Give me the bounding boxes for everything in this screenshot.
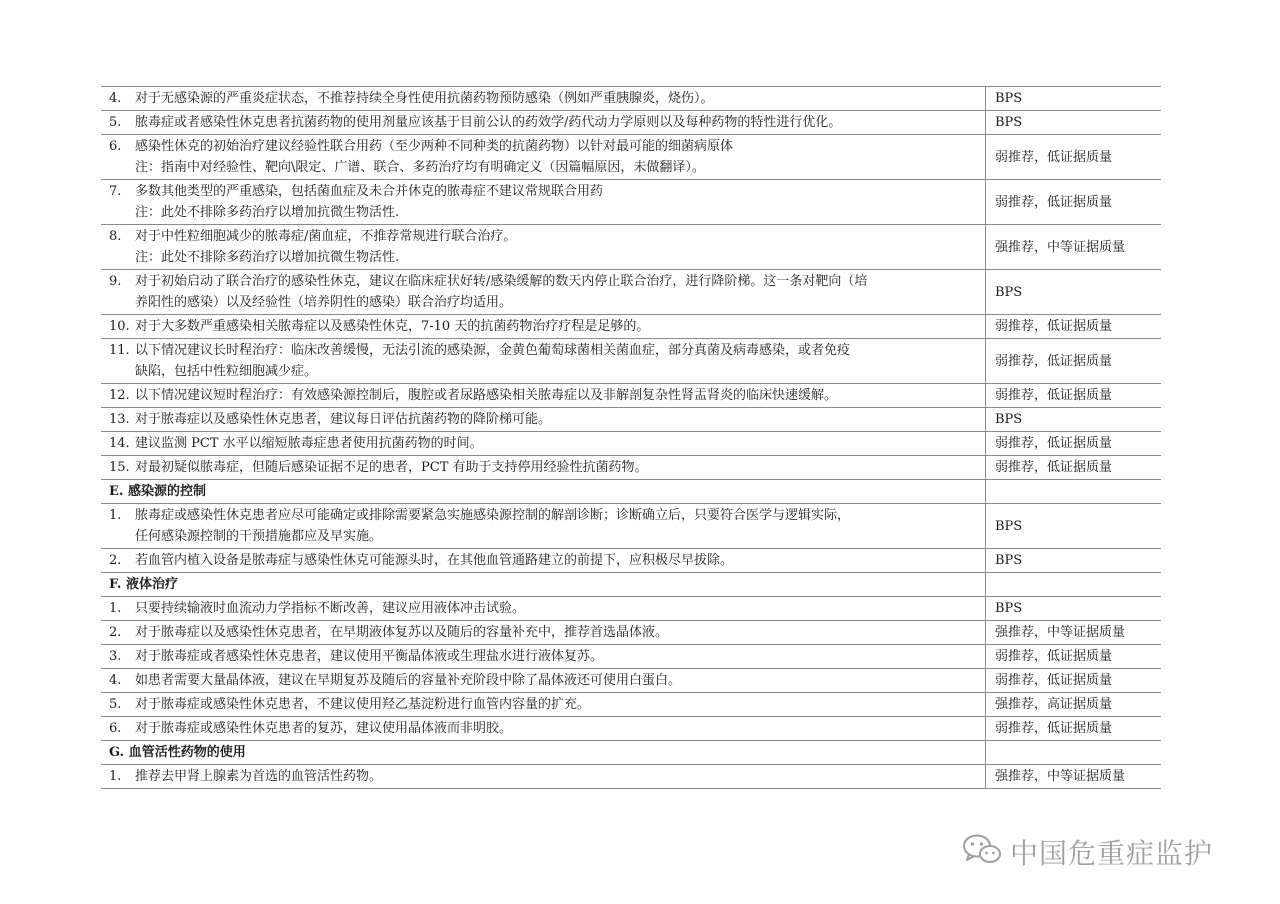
section-title-cell — [101, 480, 986, 504]
table-row — [101, 315, 1161, 339]
recommendation-text: 以下情况建议长时程治疗：临床改善缓慢，无法引流的感染源，金黄色葡萄球菌相关菌血症，部分真菌及病毒感染，或者免疫 — [135, 343, 851, 358]
recommendation-text: 对于中性粒细胞减少的脓毒症/菌血症，不推荐常规进行联合治疗。 — [135, 229, 517, 244]
grade-cell — [986, 693, 1162, 717]
recommendation-cell — [101, 504, 986, 549]
grade-cell — [986, 765, 1162, 789]
recommendation-line-continued — [109, 247, 979, 268]
recommendation-text: 缺陷，包括中性粒细胞减少症。 — [135, 364, 318, 379]
recommendation-line — [109, 505, 979, 526]
evidence-grade: BPS — [995, 518, 1023, 534]
evidence-grade: BPS — [995, 601, 1023, 616]
evidence-grade: 强推荐，中等证据质量 — [995, 239, 1126, 255]
item-number: 8. — [109, 229, 122, 244]
table-row — [101, 621, 1161, 645]
recommendation-cell — [101, 408, 986, 432]
recommendation-cell — [101, 456, 986, 480]
recommendation-cell — [101, 621, 986, 645]
recommendation-cell — [101, 87, 986, 111]
recommendation-line — [109, 271, 979, 292]
item-number: 11. — [109, 343, 130, 358]
table-row — [101, 225, 1161, 270]
recommendation-line — [109, 112, 979, 133]
recommendation-line — [109, 409, 979, 430]
recommendation-cell — [101, 270, 986, 315]
table-row — [101, 717, 1161, 741]
recommendation-line — [109, 646, 979, 667]
recommendation-cell — [101, 135, 986, 180]
grade-cell — [986, 408, 1162, 432]
table-row — [101, 549, 1161, 573]
grade-cell — [986, 270, 1162, 315]
section-title-cell — [101, 741, 986, 765]
table-row — [101, 765, 1161, 789]
recommendation-line — [109, 694, 979, 715]
recommendation-line — [109, 766, 979, 787]
evidence-grade: 弱推荐，低证据质量 — [995, 194, 1113, 210]
recommendation-text: 以下情况建议短时程治疗：有效感染源控制后，腹腔或者尿路感染相关脓毒症以及非解剖复杂性肾盂肾炎的临床快速缓解。 — [135, 388, 838, 403]
table-row — [101, 270, 1161, 315]
grade-cell — [986, 717, 1162, 741]
item-number: 2. — [109, 553, 122, 568]
recommendation-text: 建议监测 PCT 水平以缩短脓毒症患者使用抗菌药物的时间。 — [135, 436, 483, 451]
recommendation-line-continued — [109, 526, 979, 547]
grade-cell — [986, 504, 1162, 549]
recommendation-cell — [101, 645, 986, 669]
recommendation-cell — [101, 180, 986, 225]
evidence-grade: 弱推荐，低证据质量 — [995, 319, 1113, 334]
section-header-row — [101, 573, 1161, 597]
item-number: 9. — [109, 274, 122, 289]
item-number: 1. — [109, 769, 122, 784]
recommendation-line — [109, 550, 979, 571]
watermark-text: 中国危重症监护 — [1010, 837, 1214, 870]
item-number: 12. — [109, 388, 130, 403]
recommendation-line — [109, 181, 979, 202]
section-header-row — [101, 741, 1161, 765]
grade-cell — [986, 180, 1162, 225]
recommendation-text: 若血管内植入设备是脓毒症与感染性休克可能源头时，在其他血管通路建立的前提下，应积极尽早拔除。 — [135, 553, 734, 568]
recommendation-line-continued — [109, 202, 979, 223]
recommendation-text: 对于初始启动了联合治疗的感染性休克，建议在临床症状好转/感染缓解的数天内停止联合治疗，进行降阶梯。这一条对靶向（培 — [135, 274, 868, 289]
evidence-grade: 弱推荐，低证据质量 — [995, 353, 1113, 369]
grade-cell — [986, 597, 1162, 621]
recommendation-cell — [101, 111, 986, 135]
recommendation-text: 推荐去甲肾上腺素为首选的血管活性药物。 — [135, 769, 383, 784]
evidence-grade: BPS — [995, 115, 1023, 130]
grade-cell — [986, 621, 1162, 645]
item-number: 10. — [109, 319, 130, 334]
recommendation-text: 注：此处不排除多药治疗以增加抗微生物活性. — [135, 205, 400, 220]
recommendation-cell — [101, 339, 986, 384]
item-number: 6. — [109, 721, 122, 736]
item-number: 2. — [109, 625, 122, 640]
recommendation-text: 脓毒症或者感染性休克患者抗菌药物的使用剂量应该基于目前公认的药效学/药代动力学原则以及每种药物的特性进行优化。 — [135, 115, 842, 130]
recommendation-cell — [101, 597, 986, 621]
recommendation-cell — [101, 384, 986, 408]
table-row — [101, 432, 1161, 456]
recommendation-line — [109, 385, 979, 406]
recommendation-line — [109, 340, 979, 361]
section-title: E. 感染源的控制 — [109, 484, 206, 499]
recommendation-line — [109, 598, 979, 619]
table-row — [101, 408, 1161, 432]
evidence-grade: 弱推荐，低证据质量 — [995, 673, 1113, 688]
grade-cell — [986, 549, 1162, 573]
grade-cell — [986, 87, 1162, 111]
evidence-grade: BPS — [995, 284, 1023, 300]
table-row — [101, 693, 1161, 717]
table-row — [101, 504, 1161, 549]
evidence-grade: 强推荐，中等证据质量 — [995, 625, 1126, 640]
grade-cell — [986, 645, 1162, 669]
recommendation-line-continued — [109, 292, 979, 313]
table-row — [101, 180, 1161, 225]
evidence-grade: BPS — [995, 91, 1023, 106]
recommendation-line-continued — [109, 361, 979, 382]
table-row — [101, 645, 1161, 669]
item-number: 7. — [109, 184, 122, 199]
recommendation-text: 注：指南中对经验性、靶向\限定、广谱、联合、多药治疗均有明确定义（因篇幅原因，未做翻译）。 — [135, 160, 705, 175]
grade-cell — [986, 111, 1162, 135]
recommendation-text: 对于大多数严重感染相关脓毒症以及感染性休克，7-10 天的抗菌药物治疗疗程是足够的。 — [135, 319, 650, 334]
recommendation-text: 任何感染源控制的干预措施都应及早实施。 — [135, 529, 383, 544]
recommendation-cell — [101, 432, 986, 456]
evidence-grade: 弱推荐，低证据质量 — [995, 436, 1113, 451]
recommendation-line — [109, 433, 979, 454]
item-number: 13. — [109, 412, 130, 427]
grade-cell — [986, 669, 1162, 693]
table-row — [101, 669, 1161, 693]
recommendation-line — [109, 136, 979, 157]
item-number: 6. — [109, 139, 122, 154]
table-row — [101, 111, 1161, 135]
recommendation-line — [109, 316, 979, 337]
recommendation-line — [109, 670, 979, 691]
recommendation-cell — [101, 693, 986, 717]
recommendation-text: 对于无感染源的严重炎症状态，不推荐持续全身性使用抗菌药物预防感染（例如严重胰腺炎，烧伤）。 — [135, 91, 714, 106]
recommendation-table — [101, 86, 1161, 789]
recommendation-line — [109, 457, 979, 478]
recommendation-cell — [101, 717, 986, 741]
recommendation-text: 对于脓毒症或者感染性休克患者，建议使用平衡晶体液或生理盐水进行液体复苏。 — [135, 649, 604, 664]
recommendation-table-body — [101, 87, 1161, 789]
item-number: 5. — [109, 115, 122, 130]
evidence-grade: 弱推荐，低证据质量 — [995, 149, 1113, 165]
section-title: F. 液体治疗 — [109, 577, 178, 592]
recommendation-cell — [101, 549, 986, 573]
recommendation-text: 对于脓毒症或感染性休克患者的复苏，建议使用晶体液而非明胶。 — [135, 721, 513, 736]
grade-cell — [986, 135, 1162, 180]
recommendation-cell — [101, 225, 986, 270]
grade-cell — [986, 432, 1162, 456]
grade-cell — [986, 480, 1162, 504]
recommendation-cell — [101, 315, 986, 339]
item-number: 4. — [109, 673, 122, 688]
recommendation-line — [109, 226, 979, 247]
recommendation-line — [109, 88, 979, 109]
recommendation-line — [109, 622, 979, 643]
evidence-grade: BPS — [995, 412, 1023, 427]
item-number: 15. — [109, 460, 130, 475]
recommendation-cell — [101, 669, 986, 693]
table-row — [101, 456, 1161, 480]
item-number: 1. — [109, 601, 122, 616]
recommendation-text: 对于脓毒症或感染性休克患者，不建议使用羟乙基淀粉进行血管内容量的扩充。 — [135, 697, 591, 712]
grade-cell — [986, 225, 1162, 270]
item-number: 1. — [109, 508, 122, 523]
recommendation-text: 感染性休克的初始治疗建议经验性联合用药（至少两种不同种类的抗菌药物）以针对最可能的细菌病原体 — [135, 139, 734, 154]
evidence-grade: 强推荐，中等证据质量 — [995, 769, 1126, 784]
wechat-icon — [962, 833, 1002, 872]
evidence-grade: 弱推荐，低证据质量 — [995, 460, 1113, 475]
table-row — [101, 384, 1161, 408]
recommendation-line — [109, 718, 979, 739]
table-row — [101, 597, 1161, 621]
grade-cell — [986, 384, 1162, 408]
table-row — [101, 135, 1161, 180]
recommendation-text: 脓毒症或感染性休克患者应尽可能确定或排除需要紧急实施感染源控制的解剖诊断；诊断确立后，只要符合医学与逻辑实际， — [135, 508, 851, 523]
recommendation-line-continued — [109, 157, 979, 178]
recommendation-text: 注：此处不排除多药治疗以增加抗微生物活性. — [135, 250, 400, 265]
grade-cell — [986, 741, 1162, 765]
item-number: 3. — [109, 649, 122, 664]
evidence-grade: BPS — [995, 553, 1023, 568]
recommendation-text: 对于脓毒症以及感染性休克患者，在早期液体复苏以及随后的容量补充中，推荐首选晶体液。 — [135, 625, 669, 640]
recommendation-text: 养阳性的感染）以及经验性（培养阴性的感染）联合治疗均适用。 — [135, 295, 513, 310]
evidence-grade: 弱推荐，低证据质量 — [995, 721, 1113, 736]
evidence-grade: 强推荐，高证据质量 — [995, 697, 1113, 712]
grade-cell — [986, 456, 1162, 480]
wechat-watermark — [962, 832, 1213, 872]
section-title-cell — [101, 573, 986, 597]
recommendation-text: 如患者需要大量晶体液，建议在早期复苏及随后的容量补充阶段中除了晶体液还可使用白蛋白。 — [135, 673, 682, 688]
grade-cell — [986, 573, 1162, 597]
recommendation-cell — [101, 765, 986, 789]
recommendation-text: 对于脓毒症以及感染性休克患者，建议每日评估抗菌药物的降阶梯可能。 — [135, 412, 552, 427]
recommendation-text: 只要持续输液时血流动力学指标不断改善，建议应用液体冲击试验。 — [135, 601, 526, 616]
section-header-row — [101, 480, 1161, 504]
grade-cell — [986, 315, 1162, 339]
table-row — [101, 87, 1161, 111]
evidence-grade: 弱推荐，低证据质量 — [995, 649, 1113, 664]
recommendation-text: 多数其他类型的严重感染，包括菌血症及未合并休克的脓毒症不建议常规联合用药 — [135, 184, 604, 199]
section-title: G. 血管活性药物的使用 — [109, 745, 246, 760]
grade-cell — [986, 339, 1162, 384]
item-number: 5. — [109, 697, 122, 712]
item-number: 4. — [109, 91, 122, 106]
item-number: 14. — [109, 436, 130, 451]
recommendation-text: 对最初疑似脓毒症，但随后感染证据不足的患者，PCT 有助于支持停用经验性抗菌药物。 — [135, 460, 648, 475]
evidence-grade: 弱推荐，低证据质量 — [995, 388, 1113, 403]
table-row — [101, 339, 1161, 384]
